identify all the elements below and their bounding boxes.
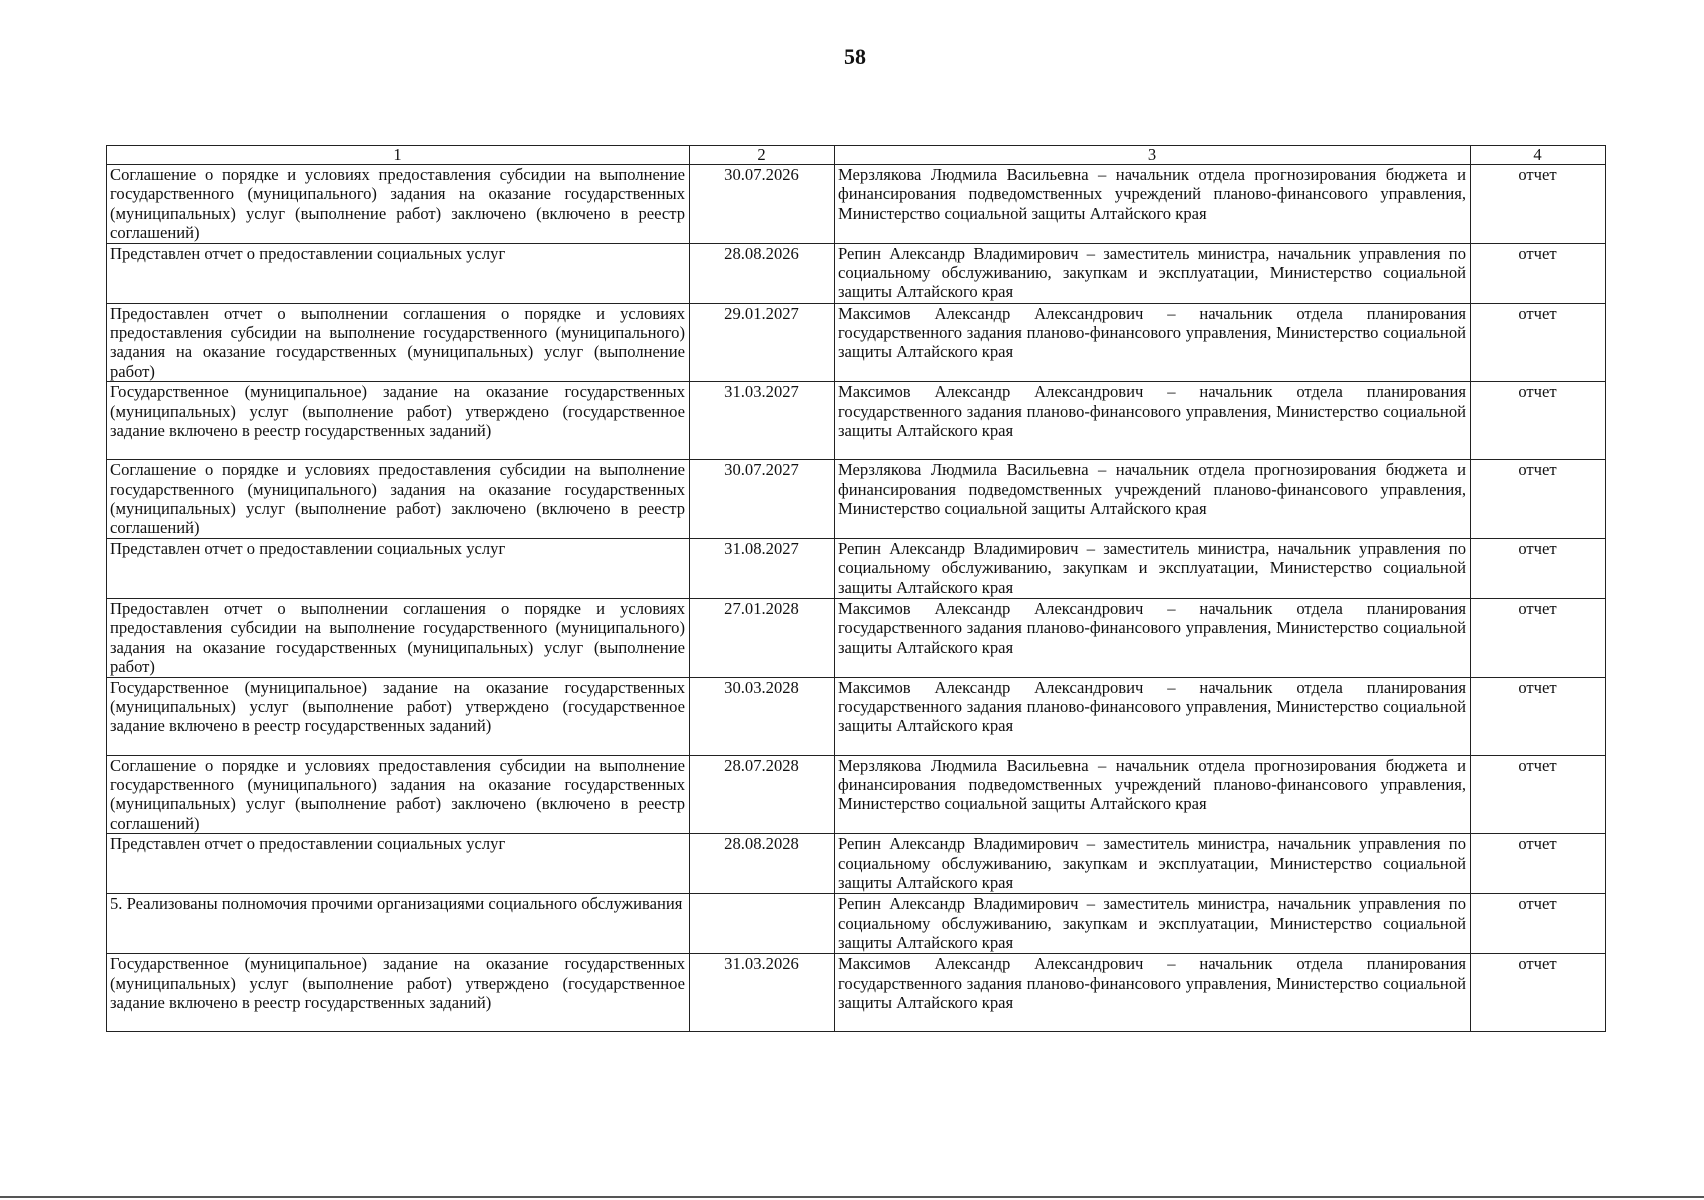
table-row xyxy=(107,677,1606,755)
event-cell: Государственное (муниципальное) задание на оказание государственных (муниципальных) услуг (выполнение работ) утверждено (государственное задание включено в реестр государственных заданий) xyxy=(107,382,690,460)
event-cell: 5. Реализованы полномочия прочими организациями социального обслуживания xyxy=(107,894,690,954)
column-header-2: 2 xyxy=(690,146,835,165)
responsible-cell: Максимов Александр Александрович – начальник отдела планирования государственного задания планово-финансового управления, Министерство социальной защиты Алтайского края xyxy=(835,382,1471,460)
table-row xyxy=(107,954,1606,1032)
date-cell: 30.07.2027 xyxy=(690,460,835,539)
event-cell: Соглашение о порядке и условиях предоставления субсидии на выполнение государственного (муниципального) задания на оказание государственных (муниципальных) услуг (выполнение работ) заключено (включено в реестр соглашений) xyxy=(107,165,690,244)
event-cell: Государственное (муниципальное) задание на оказание государственных (муниципальных) услуг (выполнение работ) утверждено (государственное задание включено в реестр государственных заданий) xyxy=(107,954,690,1032)
event-cell: Государственное (муниципальное) задание на оказание государственных (муниципальных) услуг (выполнение работ) утверждено (государственное задание включено в реестр государственных заданий) xyxy=(107,677,690,755)
date-cell: 30.03.2028 xyxy=(690,677,835,755)
page-number: 58 xyxy=(844,44,866,69)
table-body xyxy=(107,165,1606,1032)
plan-table xyxy=(106,145,1606,1032)
document-type-cell: отчет xyxy=(1471,677,1606,755)
table-row xyxy=(107,382,1606,460)
date-cell: 28.08.2028 xyxy=(690,834,835,894)
document-type-cell: отчет xyxy=(1471,954,1606,1032)
date-cell: 30.07.2026 xyxy=(690,165,835,244)
event-cell: Соглашение о порядке и условиях предоставления субсидии на выполнение государственного (муниципального) задания на оказание государственных (муниципальных) услуг (выполнение работ) заключено (включено в реестр соглашений) xyxy=(107,755,690,834)
header-row xyxy=(107,146,1606,165)
document-type-cell: отчет xyxy=(1471,755,1606,834)
table-row xyxy=(107,165,1606,244)
date-cell: 27.01.2028 xyxy=(690,598,835,677)
document-type-cell: отчет xyxy=(1471,894,1606,954)
responsible-cell: Репин Александр Владимирович – заместитель министра, начальник управления по социальному обслуживанию, закупкам и эксплуатации, Министерство социальной защиты Алтайского края xyxy=(835,894,1471,954)
column-header-3: 3 xyxy=(835,146,1471,165)
responsible-cell: Мерзлякова Людмила Васильевна – начальник отдела прогнозирования бюджета и финансирования подведомственных учреждений планово-финансового управления, Министерство социальной защиты Алтайского края xyxy=(835,165,1471,244)
responsible-cell: Максимов Александр Александрович – начальник отдела планирования государственного задания планово-финансового управления, Министерство социальной защиты Алтайского края xyxy=(835,677,1471,755)
date-cell xyxy=(690,894,835,954)
table-row xyxy=(107,303,1606,382)
column-header-4: 4 xyxy=(1471,146,1606,165)
event-cell: Представлен отчет о предоставлении социальных услуг xyxy=(107,834,690,894)
document-type-cell: отчет xyxy=(1471,538,1606,598)
table-row xyxy=(107,460,1606,539)
table-row xyxy=(107,538,1606,598)
date-cell: 28.07.2028 xyxy=(690,755,835,834)
responsible-cell: Репин Александр Владимирович – заместитель министра, начальник управления по социальному обслуживанию, закупкам и эксплуатации, Министерство социальной защиты Алтайского края xyxy=(835,538,1471,598)
table-row xyxy=(107,755,1606,834)
date-cell: 31.03.2027 xyxy=(690,382,835,460)
document-type-cell: отчет xyxy=(1471,598,1606,677)
date-cell: 31.03.2026 xyxy=(690,954,835,1032)
document-type-cell: отчет xyxy=(1471,382,1606,460)
scan-edge-line xyxy=(0,1196,1704,1198)
table-row xyxy=(107,243,1606,303)
responsible-cell: Репин Александр Владимирович – заместитель министра, начальник управления по социальному обслуживанию, закупкам и эксплуатации, Министерство социальной защиты Алтайского края xyxy=(835,834,1471,894)
event-cell: Соглашение о порядке и условиях предоставления субсидии на выполнение государственного (муниципального) задания на оказание государственных (муниципальных) услуг (выполнение работ) заключено (включено в реестр соглашений) xyxy=(107,460,690,539)
document-type-cell: отчет xyxy=(1471,460,1606,539)
event-cell: Предоставлен отчет о выполнении соглашения о порядке и условиях предоставления субсидии на выполнение государственного (муниципального) задания на оказание государственных (муниципальных) услуг (выполнение работ) xyxy=(107,598,690,677)
table-row xyxy=(107,834,1606,894)
responsible-cell: Мерзлякова Людмила Васильевна – начальник отдела прогнозирования бюджета и финансирования подведомственных учреждений планово-финансового управления, Министерство социальной защиты Алтайского края xyxy=(835,460,1471,539)
date-cell: 29.01.2027 xyxy=(690,303,835,382)
responsible-cell: Максимов Александр Александрович – начальник отдела планирования государственного задания планово-финансового управления, Министерство социальной защиты Алтайского края xyxy=(835,954,1471,1032)
table-row xyxy=(107,598,1606,677)
responsible-cell: Репин Александр Владимирович – заместитель министра, начальник управления по социальному обслуживанию, закупкам и эксплуатации, Министерство социальной защиты Алтайского края xyxy=(835,243,1471,303)
date-cell: 31.08.2027 xyxy=(690,538,835,598)
responsible-cell: Максимов Александр Александрович – начальник отдела планирования государственного задания планово-финансового управления, Министерство социальной защиты Алтайского края xyxy=(835,598,1471,677)
event-cell: Предоставлен отчет о выполнении соглашения о порядке и условиях предоставления субсидии на выполнение государственного (муниципального) задания на оказание государственных (муниципальных) услуг (выполнение работ) xyxy=(107,303,690,382)
column-header-1: 1 xyxy=(107,146,690,165)
event-cell: Представлен отчет о предоставлении социальных услуг xyxy=(107,243,690,303)
document-type-cell: отчет xyxy=(1471,834,1606,894)
responsible-cell: Мерзлякова Людмила Васильевна – начальник отдела прогнозирования бюджета и финансирования подведомственных учреждений планово-финансового управления, Министерство социальной защиты Алтайского края xyxy=(835,755,1471,834)
document-type-cell: отчет xyxy=(1471,165,1606,244)
date-cell: 28.08.2026 xyxy=(690,243,835,303)
event-cell: Представлен отчет о предоставлении социальных услуг xyxy=(107,538,690,598)
document-type-cell: отчет xyxy=(1471,243,1606,303)
responsible-cell: Максимов Александр Александрович – начальник отдела планирования государственного задания планово-финансового управления, Министерство социальной защиты Алтайского края xyxy=(835,303,1471,382)
document-type-cell: отчет xyxy=(1471,303,1606,382)
table-row xyxy=(107,894,1606,954)
